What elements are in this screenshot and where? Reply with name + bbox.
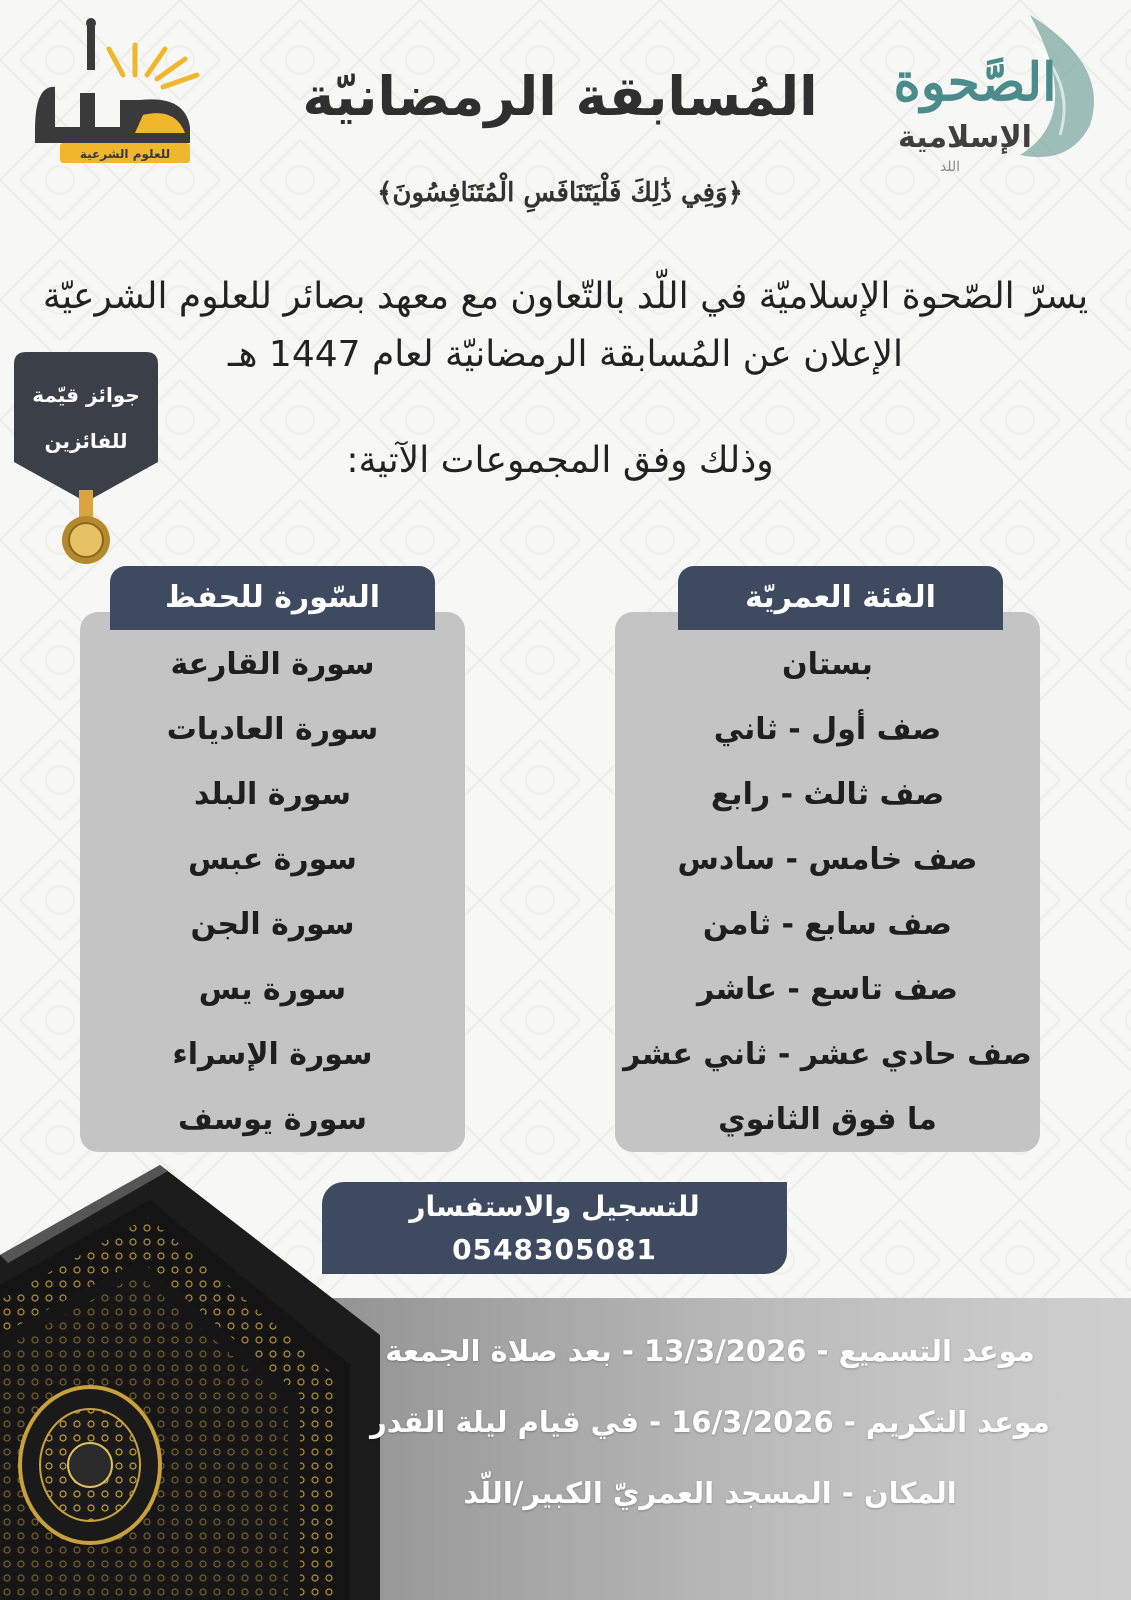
intro-line-2: الإعلان عن المُسابقة الرمضانيّة لعام 1447 هـ: [227, 334, 904, 375]
age-group-item: صف أول - ثاني: [713, 712, 942, 747]
event-location: المكان - المسجد العمريّ الكبير/اللّد: [463, 1476, 957, 1510]
sahwa-logo-graphic: [880, 5, 1115, 180]
intro-text: [10, 268, 1121, 384]
age-group-item: صف حادي عشر - ثاني عشر: [623, 1037, 1032, 1072]
age-group-item: صف سابع - ثامن: [702, 907, 953, 942]
surah-item: سورة القارعة: [170, 647, 375, 682]
surah-item: سورة عبس: [188, 842, 357, 877]
sahwa-logo: [880, 5, 1115, 180]
age-group-item: صف ثالث - رابع: [710, 777, 945, 812]
surahs-header: السّورة للحفظ: [110, 566, 435, 630]
registration-label: للتسجيل والاستفسار: [409, 1190, 700, 1223]
surahs-list: [80, 632, 465, 1152]
basaer-logo-graphic: [25, 15, 205, 165]
intro-line-1: يسرّ الصّحوة الإسلاميّة في اللّد بالتّعاون مع معهد بصائر للعلوم الشرعيّة: [42, 276, 1089, 317]
surah-item: سورة يس: [198, 972, 347, 1007]
age-group-item: صف تاسع - عاشر: [697, 972, 958, 1007]
age-group-item: صف خامس - سادس: [677, 842, 978, 877]
basaer-logo: [25, 15, 205, 165]
age-groups-list: [615, 632, 1040, 1152]
age-group-item: بستان: [782, 647, 873, 682]
prize-badge-line-1: جوائز قيّمة: [32, 383, 140, 407]
sahwa-logo-subtitle: الإسلامية: [898, 120, 1032, 155]
recitation-date: موعد التسميع - 13/3/2026 - بعد صلاة الجمعة: [385, 1334, 1035, 1368]
registration-box: [322, 1182, 787, 1274]
honoring-date: موعد التكريم - 16/3/2026 - في قيام ليلة القدر: [370, 1405, 1050, 1439]
surah-item: سورة البلد: [193, 777, 352, 812]
page-title: المُسابقة الرمضانيّة: [302, 65, 818, 128]
quran-verse: ﴿وَفِي ذَٰلِكَ فَلْيَتَنَافَسِ الْمُتَنَافِسُونَ﴾: [377, 178, 743, 208]
sahwa-logo-title: الصَّحوة: [893, 52, 1057, 113]
registration-phone[interactable]: 0548305081: [452, 1233, 657, 1266]
age-group-item: ما فوق الثانوي: [718, 1102, 937, 1137]
surah-item: سورة يوسف: [177, 1102, 368, 1137]
surah-item: سورة الإسراء: [172, 1037, 373, 1072]
intro-line-3: وذلك وفق المجموعات الآتية:: [346, 440, 774, 481]
surah-item: سورة العاديات: [166, 712, 379, 747]
sahwa-logo-city: اللد: [939, 159, 961, 175]
basaer-logo-subtitle: للعلوم الشرعية: [79, 147, 171, 161]
age-groups-header: الفئة العمريّة: [678, 566, 1003, 630]
prize-badge-line-2: للفائزين: [44, 429, 128, 453]
prize-badge-text: [14, 372, 158, 464]
surah-item: سورة الجن: [190, 907, 355, 942]
